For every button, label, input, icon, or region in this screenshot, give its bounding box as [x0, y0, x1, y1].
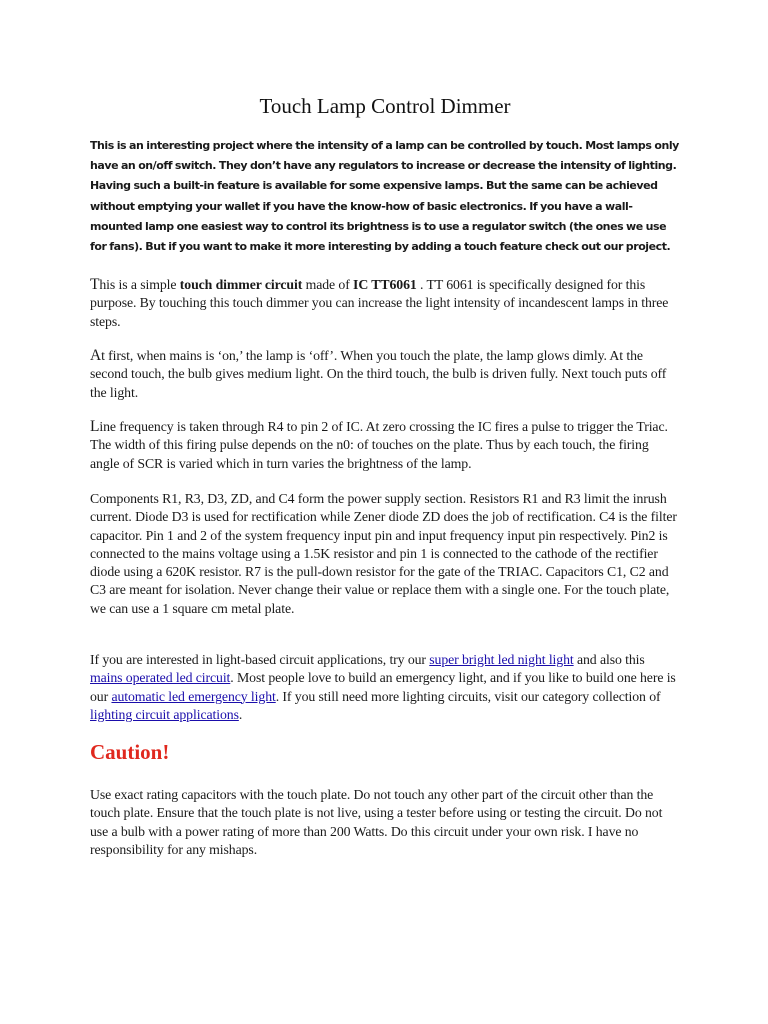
text-segment: . TT 6061 is specifically designed for this purpose. By touching this touch dimmer you can increase the light intensity of incandescent lamps in three steps. [90, 277, 669, 329]
bold-term-touch-dimmer: touch dimmer circuit [179, 277, 303, 292]
drop-letter: A [90, 347, 102, 364]
paragraph-components: Components R1, R3, D3, ZD, and C4 form the power supply section. Resistors R1 and R3 limit the inrush current. Diode D3 is used for rectification while Zener diode ZD does the job of rectification. C4 is the filter capacitor. Pin 1 and 2 of the system frequency input pin and input frequency input pin respectively. Pin2 is connected to the mains voltage using a 1.5K resistor and pin 1 is connected to the cathode of the rectifier diode using a 620K resistor. R7 is the pull-down resistor for the gate of the TRIAC. Capacitors C1, C2 and C3 are meant for isolation. Never change their value or replace them with a single one. For the touch plate, we can use a 1 square cm metal plate. [90, 491, 677, 616]
link-mains-operated-led-circuit[interactable]: mains operated led circuit [90, 670, 231, 686]
link-automatic-led-emergency-light[interactable]: automatic led emergency light [111, 688, 276, 704]
drop-letter: T [90, 276, 100, 293]
caution-heading: Caution! [90, 740, 170, 764]
text-segment: t first, when mains is ‘on,’ the lamp is ‘off’. When you touch the plate, the lamp glows dimly. At the second touch, the bulb gives medium light. On the third touch, the bulb is driven fully. Next touch puts off the light. [90, 348, 667, 400]
text-segment: made of [302, 277, 354, 292]
text-segment: . Most people love to build an emergency light, and if you like to build one here is our [90, 670, 676, 704]
link-super-bright-led-night-light[interactable]: super bright led night light [429, 652, 574, 667]
bold-term-ic: IC TT6061 [353, 277, 417, 292]
paragraph-operation [90, 347, 680, 402]
text-segment: ine frequency is taken through R4 to pin 2 of IC. At zero crossing the IC fires a pulse to trigger the Triac. The width of this firing pulse depends on the n0: of touches on the plate. Thus by each touch, the firing angle of SCR is varied which in turn varies the brightness of the lamp. [90, 419, 668, 471]
paragraph-ic-description [90, 276, 680, 331]
page-title: Touch Lamp Control Dimmer [259, 94, 511, 118]
intro-paragraph: This is an interesting project where the intensity of a lamp can be controlled by touch. Most lamps only have an on/off switch. They don’t have any regulators to increase or decrease the intensity of lighting. Having such a built-in feature is available for some expensive lamps. But the same can be achieved without emptying your wallet if you have the know-how of basic electronics. If you have a wall-mounted lamp one easiest way to control its brightness is to use a regulator switch (the ones we use for fans). But if you want to make it more interesting by adding a touch feature check out our project. [90, 139, 679, 254]
drop-letter: L [90, 418, 100, 435]
text-segment: . If you still need more lighting circuits, visit our category collection of [275, 688, 661, 704]
text-segment: If you are interested in light-based circuit applications, try our [90, 652, 430, 667]
paragraph-related-links [90, 651, 680, 724]
text-segment: and also this [573, 652, 645, 667]
link-lighting-circuit-applications[interactable]: lighting circuit applications [90, 706, 239, 722]
paragraph-line-frequency [90, 418, 680, 473]
paragraph-caution: Use exact rating capacitors with the touch plate. Do not touch any other part of the circuit other than the touch plate. Ensure that the touch plate is not live, using a tester before using or testing the circuit. Do not use a bulb with a power rating of more than 200 Watts. Do this circuit under your own risk. I have no responsibility for any mishaps. [90, 787, 663, 857]
text-segment: his is a simple [99, 277, 180, 292]
text-segment: . [238, 706, 243, 722]
